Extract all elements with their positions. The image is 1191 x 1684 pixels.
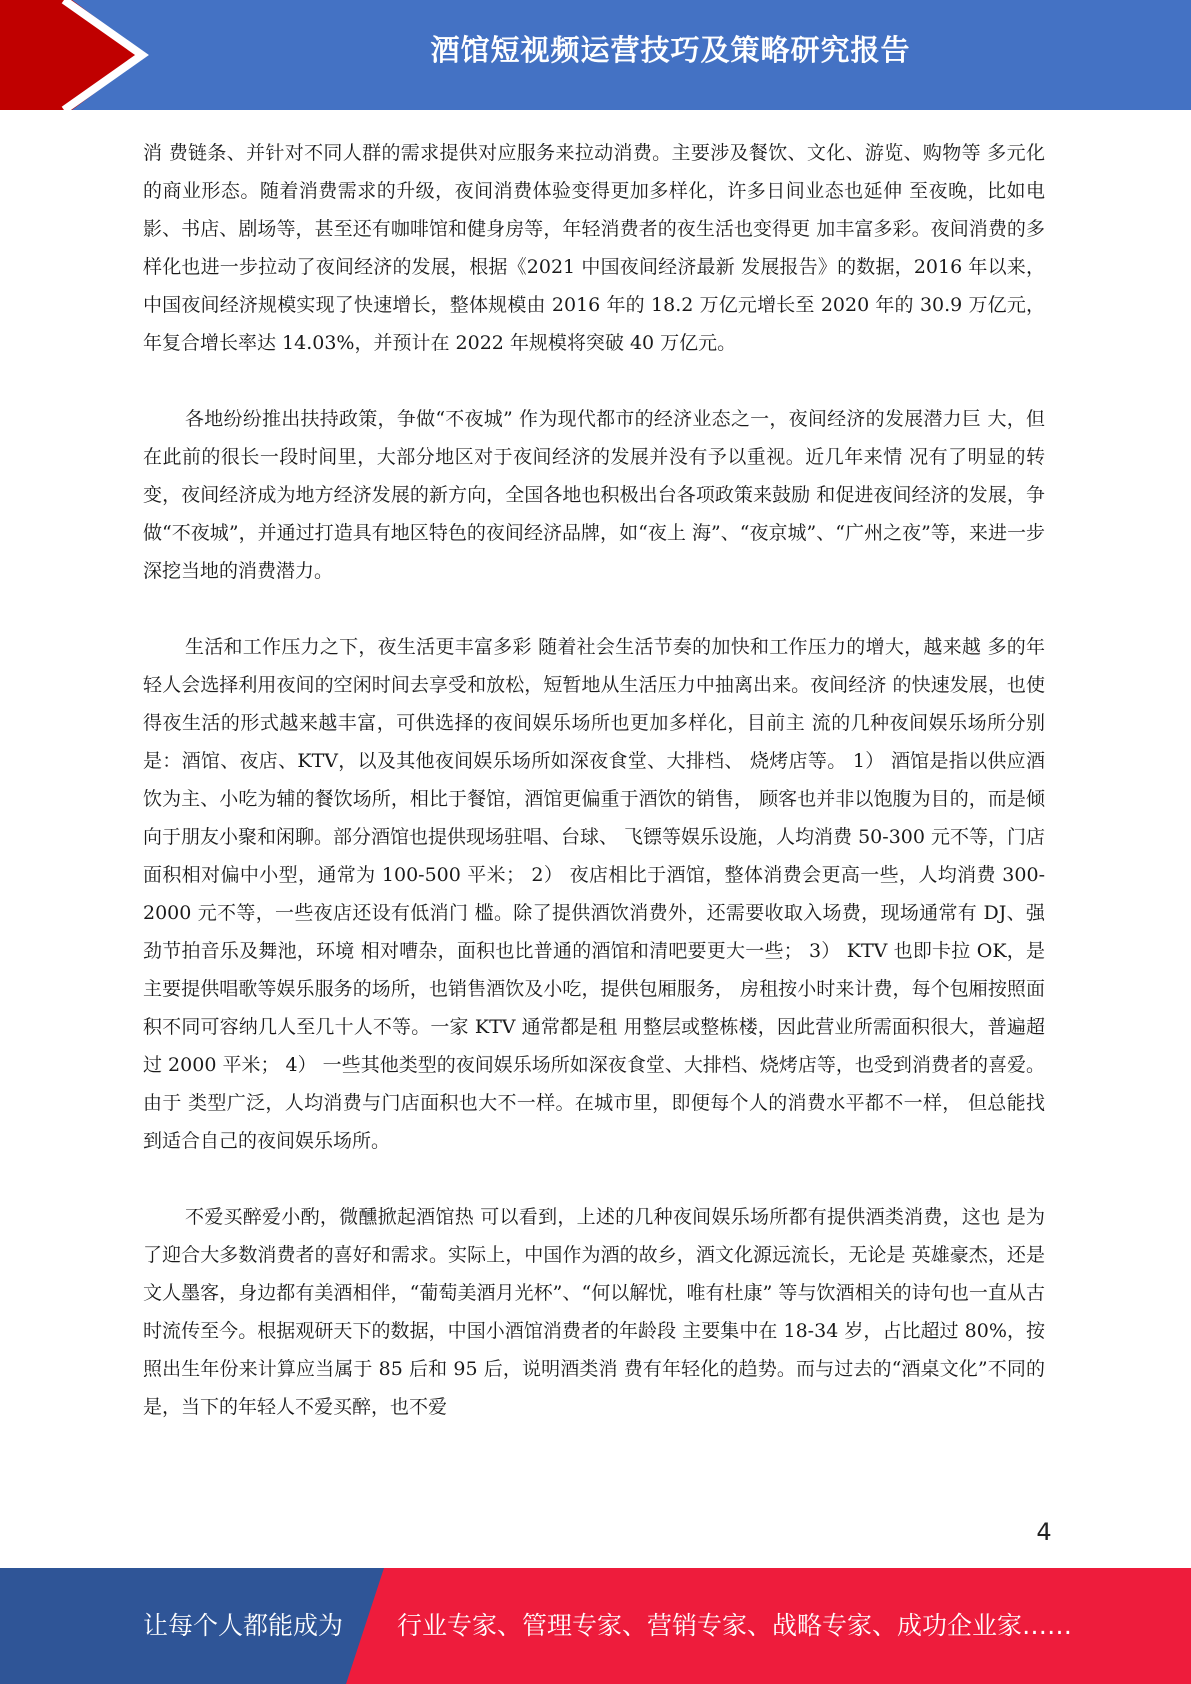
document-body — [143, 134, 1045, 1426]
page-footer — [0, 1568, 1191, 1684]
body-paragraph: 不爱买醉爱小酌，微醺掀起酒馆热 可以看到，上述的几种夜间娱乐场所都有提供酒类消费，这也 是为了迎合大多数消费者的喜好和需求。实际上，中国作为酒的故乡，酒文化源远流长，无论是 英雄豪杰，还是文人墨客，身边都有美酒相伴，“葡萄美酒月光杯”、“何以解忧，唯有杜康” 等与饮酒相关的诗句也一直从古时流传至今。根据观研天下的数据，中国小酒馆消费者的年龄段 主要集中在 18-34 岁，占比超过 80%，按照出生年份来计算应当属于 85 后和 95 后，说明酒类消 费有年轻化的趋势。而与过去的“酒桌文化”不同的是，当下的年轻人不爱买醉，也不爱 — [143, 1206, 1045, 1418]
header-arrow-shape — [0, 0, 146, 110]
body-paragraph: 生活和工作压力之下，夜生活更丰富多彩 随着社会生活节奏的加快和工作压力的增大，越来越 多的年轻人会选择利用夜间的空闲时间去享受和放松，短暂地从生活压力中抽离出来。夜间经济 的快速发展，也使得夜生活的形式越来越丰富，可供选择的夜间娱乐场所也更加多样化，目前主 流的几种夜间娱乐场所分别是：酒馆、夜店、KTV，以及其他夜间娱乐场所如深夜食堂、大排档、 烧烤店等。 1） 酒馆是指以供应酒饮为主、小吃为辅的餐饮场所，相比于餐馆，酒馆更偏重于酒饮的销售， 顾客也并非以饱腹为目的，而是倾向于朋友小聚和闲聊。部分酒馆也提供现场驻唱、台球、 飞镖等娱乐设施，人均消费 50-300 元不等，门店面积相对偏中小型，通常为 100-500 平米； 2） 夜店相比于酒馆，整体消费会更高一些，人均消费 300-2000 元不等，一些夜店还设有低消门 槛。除了提供酒饮消费外，还需要收取入场费，现场通常有 DJ、强劲节拍音乐及舞池，环境 相对嘈杂，面积也比普通的酒馆和清吧要更大一些； 3） KTV 也即卡拉 OK，是主要提供唱歌等娱乐服务的场所，也销售酒饮及小吃，提供包厢服务， 房租按小时来计费，每个包厢按照面积不同可容纳几人至几十人不等。一家 KTV 通常都是租 用整层或整栋楼，因此营业所需面积很大，普遍超过 2000 平米； 4） 一些其他类型的夜间娱乐场所如深夜食堂、大排档、烧烤店等，也受到消费者的喜爱。由于 类型广泛，人均消费与门店面积也大不一样。在城市里，即便每个人的消费水平都不一样， 但总能找到适合自己的夜间娱乐场所。 — [143, 636, 1045, 1152]
body-paragraph: 各地纷纷推出扶持政策，争做“不夜城” 作为现代都市的经济业态之一，夜间经济的发展潜力巨 大，但在此前的很长一段时间里，大部分地区对于夜间经济的发展并没有予以重视。近几年来情 况有了明显的转变，夜间经济成为地方经济发展的新方向，全国各地也积极出台各项政策来鼓励 和促进夜间经济的发展，争做“不夜城”，并通过打造具有地区特色的夜间经济品牌，如“夜上 海”、“夜京城”、“广州之夜”等，来进一步深挖当地的消费潜力。 — [143, 408, 1045, 582]
footer-slogan-roles: 行业专家、管理专家、营销专家、战略专家、成功企业家…… — [397, 1611, 1073, 1640]
page-number: 4 — [1036, 1518, 1052, 1546]
footer-slogan: 让每个人都能成为 — [143, 1611, 344, 1640]
document-title: 酒馆短视频运营技巧及策略研究报告 — [430, 33, 911, 67]
body-paragraph: 消 费链条、并针对不同人群的需求提供对应服务来拉动消费。主要涉及餐饮、文化、游览、购物等 多元化的商业形态。随着消费需求的升级，夜间消费体验变得更加多样化，许多日间业态也延伸 至夜晚，比如电影、书店、剧场等，甚至还有咖啡馆和健身房等，年轻消费者的夜生活也变得更 加丰富多彩。夜间消费的多样化也进一步拉动了夜间经济的发展，根据《2021 中国夜间经济最新 发展报告》的数据，2016 年以来，中国夜间经济规模实现了快速增长，整体规模由 2016 年的 18.2 万亿元增长至 2020 年的 30.9 万亿元，年复合增长率达 14.03%，并预计在 2022 年规模将突破 40 万亿元。 — [143, 142, 1045, 354]
page-header — [0, 0, 1191, 110]
